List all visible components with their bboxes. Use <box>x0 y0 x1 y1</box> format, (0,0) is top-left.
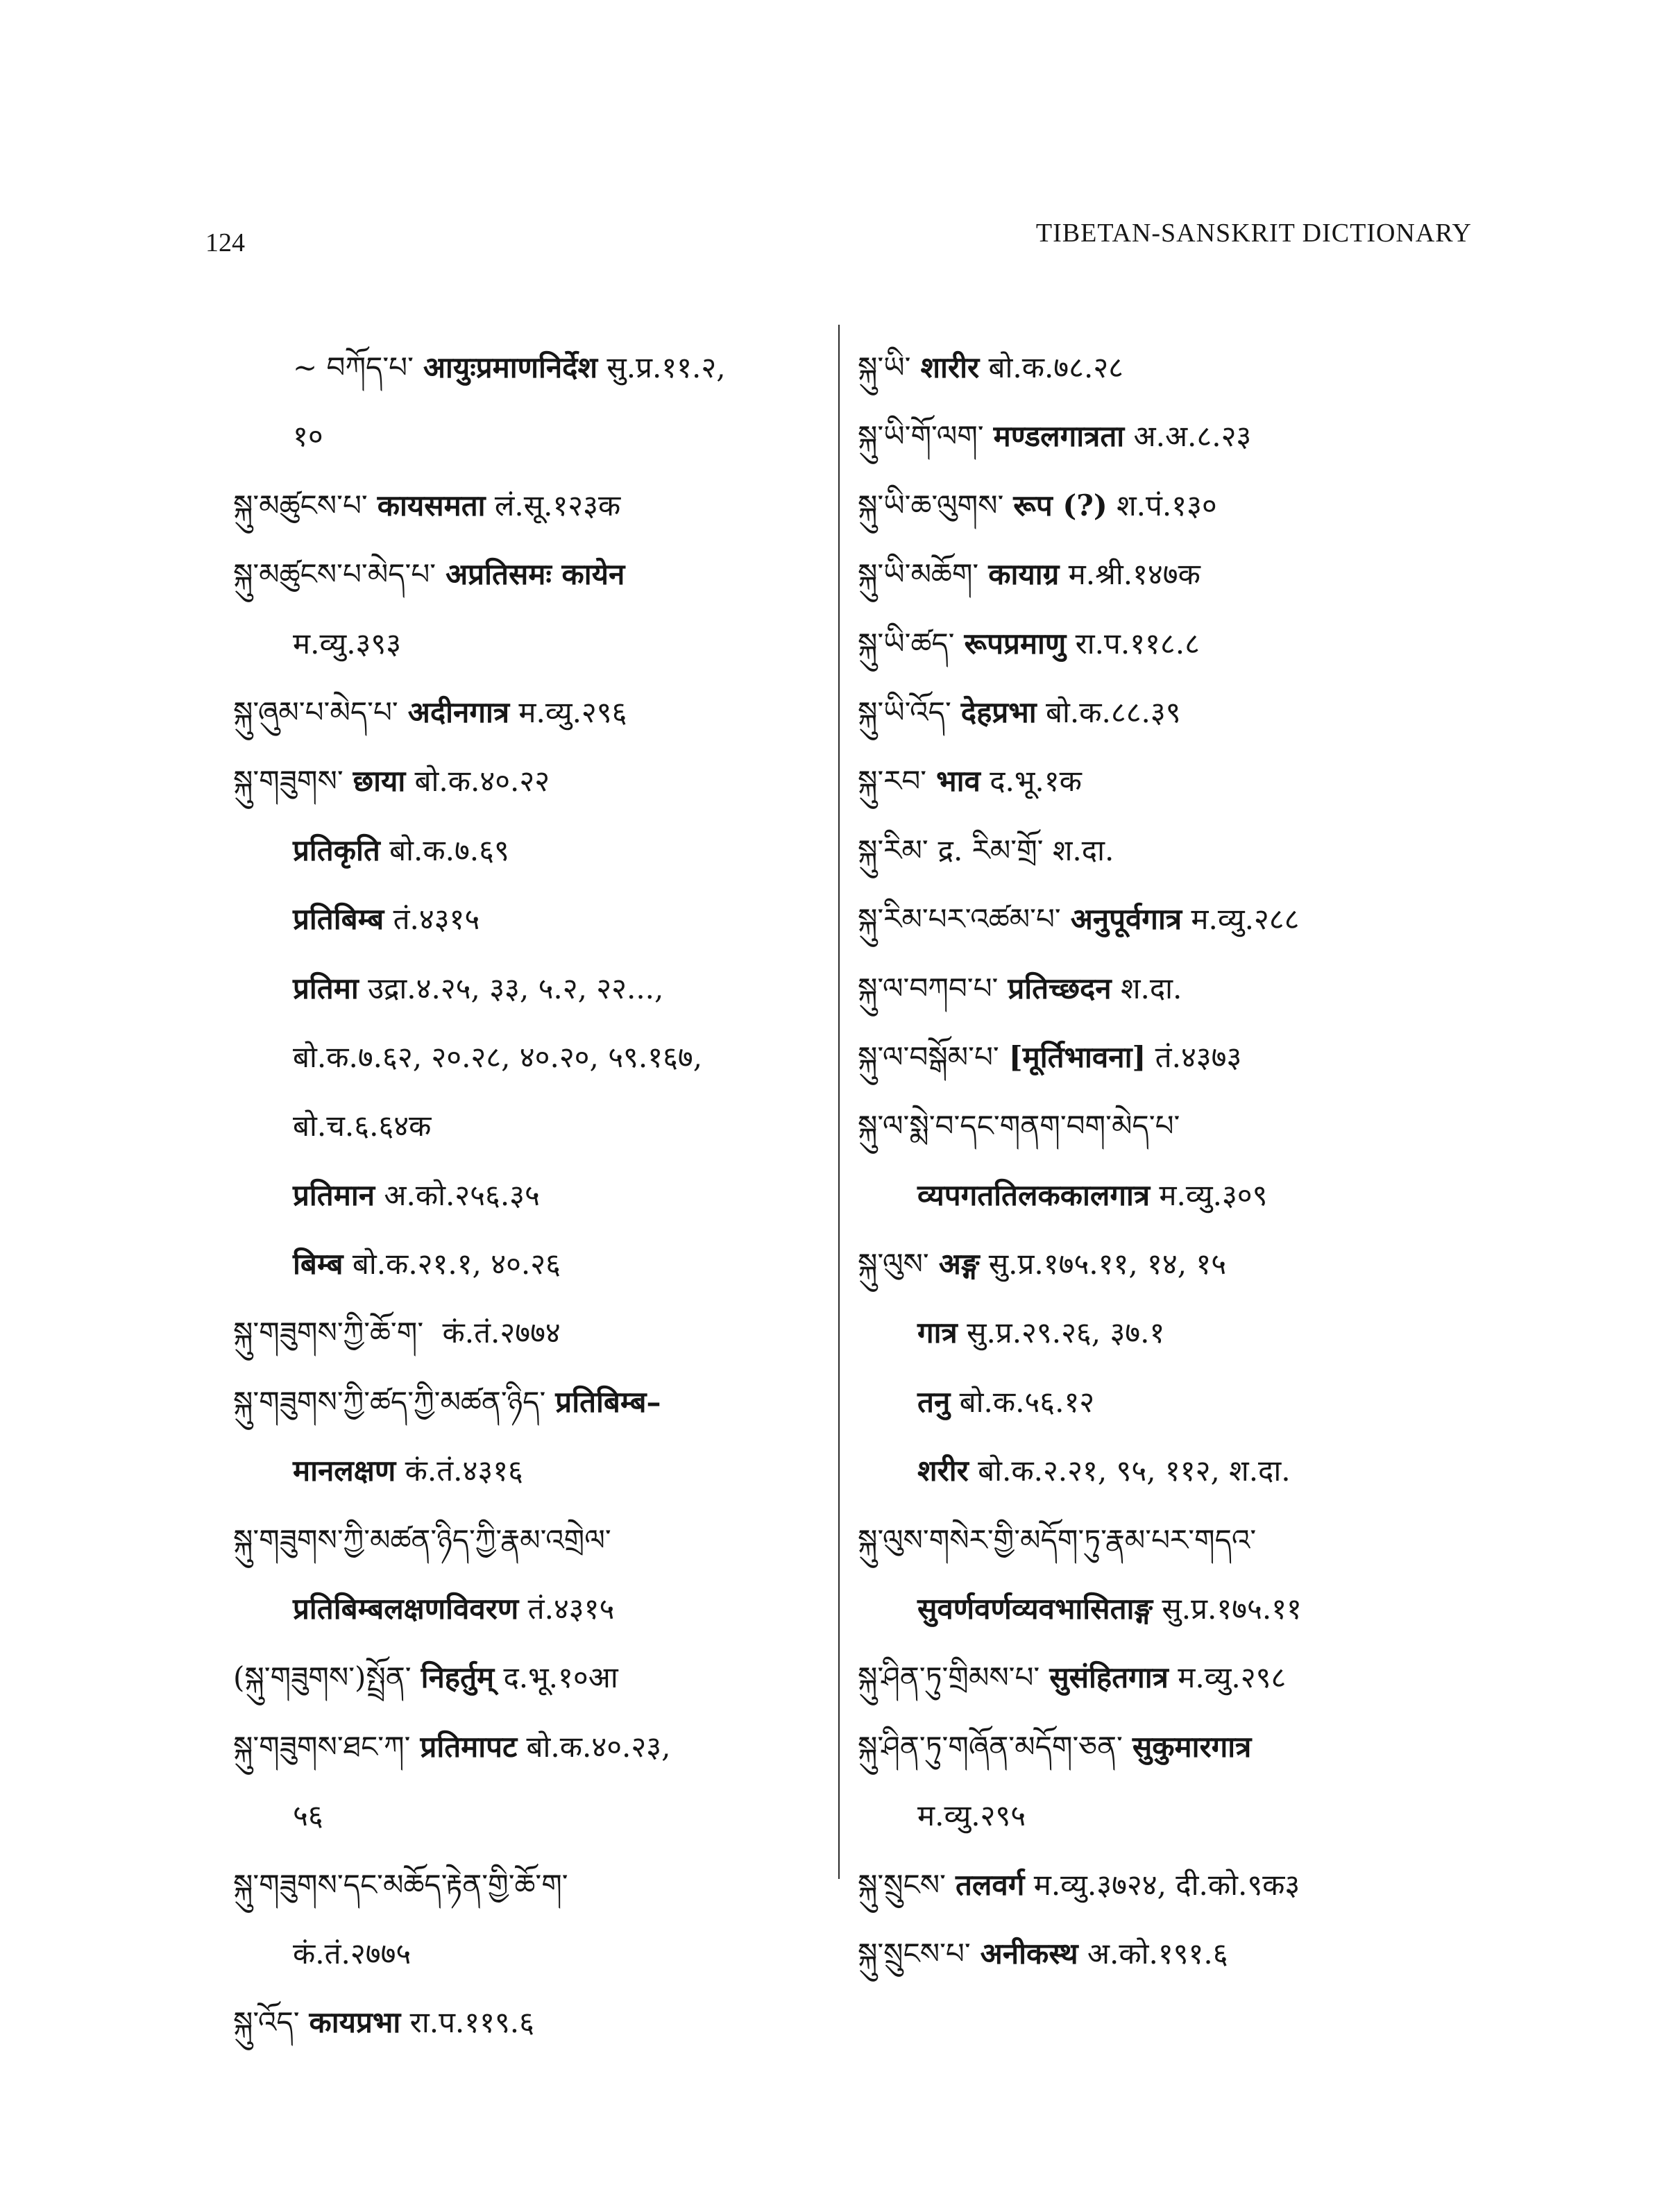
source-reference: द.भू.१क <box>980 764 1082 799</box>
sanskrit-equivalent: अप्रतिसमः कायेन <box>446 557 625 592</box>
tibetan-headword: སྐུ་ཡི་མཆོག་ <box>858 557 979 592</box>
tibetan-headword: སྐུ་ཡི་འོད་ <box>858 695 951 729</box>
source-reference: म.व्यु.३९३ <box>293 626 402 661</box>
right-column <box>858 333 1482 1988</box>
column-divider <box>838 325 840 1879</box>
sanskrit-equivalent: मण्डलगात्रता <box>993 419 1125 454</box>
dictionary-line <box>858 1161 1482 1230</box>
sanskrit-equivalent: अङ्ग <box>938 1247 980 1282</box>
dictionary-line <box>858 1230 1482 1298</box>
sanskrit-equivalent: भाव <box>936 764 981 799</box>
dictionary-line <box>858 1643 1482 1712</box>
sanskrit-equivalent: देहप्रभा <box>960 695 1037 729</box>
left-column <box>233 333 830 2057</box>
source-reference: कं.तं.२७७५ <box>293 1936 411 1971</box>
tibetan-headword: སྐུ་འོད་ <box>233 2005 300 2040</box>
dictionary-line <box>858 747 1482 815</box>
dictionary-line <box>233 609 830 678</box>
dictionary-line <box>858 1368 1482 1436</box>
dictionary-line <box>233 1919 830 1988</box>
source-reference: लं.सू.१२३क <box>485 488 621 522</box>
source-reference: म.व्यु.३७२४, दी.को.९क३ <box>1024 1867 1300 1902</box>
sanskrit-equivalent: रूपप्रमाणु <box>964 626 1067 661</box>
dictionary-line <box>233 816 830 885</box>
tibetan-headword: སྐུ་རིམ་ <box>858 833 928 867</box>
dictionary-line <box>233 1781 830 1850</box>
tibetan-headword: སྐུ་གཟུགས་ <box>233 764 343 799</box>
source-reference: बो.क.४०.२३, <box>517 1729 671 1764</box>
dictionary-line <box>858 885 1482 953</box>
tibetan-headword: སྐུ་ཤིན་ཏུ་གཞོན་མདོག་ཅན་ <box>858 1729 1123 1764</box>
dictionary-line <box>858 1919 1482 1988</box>
tibetan-headword: སྐུ་ལུས་གསེར་གྱི་མདོག་ཏུ་རྣམ་པར་གདའ་ <box>858 1522 1257 1557</box>
source-reference: श.दा. <box>1111 971 1182 1005</box>
source-reference: सु.प्र.१७५.११ <box>1152 1592 1302 1626</box>
source-reference: बो.क.५६.१२ <box>950 1384 1095 1419</box>
source-reference: तं.४३१५ <box>518 1592 615 1626</box>
tibetan-headword: ~ བཀོད་པ་ <box>293 350 414 384</box>
sanskrit-equivalent: छाया <box>353 764 406 799</box>
tibetan-headword: སྐུ་སྲུངས་ <box>858 1867 946 1902</box>
tibetan-headword: སྐུ་གཟུགས་ཀྱི་མཚན་ཉིད་ཀྱི་རྣམ་འགྲེལ་ <box>233 1522 611 1557</box>
source-reference: म.व्यु.३०९ <box>1150 1177 1268 1212</box>
dictionary-line <box>858 1436 1482 1505</box>
dictionary-line <box>233 678 830 747</box>
dictionary-line <box>233 333 830 402</box>
sanskrit-equivalent: निहर्तुम् <box>421 1660 495 1695</box>
dictionary-line <box>858 1781 1482 1850</box>
source-reference: १० <box>293 419 323 454</box>
sanskrit-equivalent: बिम्ब <box>293 1247 343 1282</box>
sanskrit-equivalent: तनु <box>917 1384 951 1419</box>
dictionary-line <box>858 540 1482 609</box>
dictionary-line <box>233 1574 830 1643</box>
sanskrit-equivalent: शारीर <box>920 350 980 384</box>
source-reference: तं.४३७३ <box>1146 1039 1242 1074</box>
tibetan-headword: སྐུ་གཟུགས་ཀྱི་ཚད་ཀྱི་མཚན་ཉིད་ <box>233 1384 546 1419</box>
dictionary-line <box>233 1988 830 2057</box>
dictionary-line <box>233 1506 830 1574</box>
sanskrit-equivalent: प्रतिबिम्बलक्षणविवरण <box>293 1592 519 1626</box>
source-reference: द.भू.१०आ <box>494 1660 618 1695</box>
tibetan-headword: སྐུ་མཚུངས་པ་མེད་པ་ <box>233 557 436 592</box>
dictionary-line <box>858 333 1482 402</box>
page-number: 124 <box>205 228 245 257</box>
sanskrit-equivalent: आयुःप्रमाणनिर्देश <box>423 350 597 384</box>
sanskrit-equivalent: प्रतिमान <box>293 1177 375 1212</box>
source-reference: श.पं.१३० <box>1107 488 1217 522</box>
dictionary-line <box>233 747 830 815</box>
dictionary-line <box>858 1506 1482 1574</box>
source-reference: रा.प.११९.६ <box>400 2005 534 2040</box>
dictionary-line <box>858 1712 1482 1781</box>
source-reference: सु.प्र.१७५.११, १४, १५ <box>979 1247 1227 1282</box>
dictionary-line <box>858 1574 1482 1643</box>
dictionary-line <box>233 954 830 1023</box>
sanskrit-equivalent: सुवर्णवर्णव्यवभासिताङ्ग <box>917 1592 1153 1626</box>
running-title: TIBETAN-SANSKRIT DICTIONARY <box>1035 219 1472 248</box>
dictionary-line <box>858 954 1482 1023</box>
dictionary-line <box>858 1091 1482 1160</box>
dictionary-line <box>233 1230 830 1298</box>
source-reference: कं.तं.२७७४ <box>433 1316 561 1350</box>
sanskrit-equivalent: [मूर्तिभावना] <box>1008 1039 1146 1074</box>
tibetan-headword: སྐུ་ལ་བསྒོམ་པ་ <box>858 1039 999 1074</box>
source-reference: ५६ <box>293 1798 323 1833</box>
dictionary-line <box>858 1023 1482 1091</box>
source-reference: बो.क.७.६९ <box>380 833 509 867</box>
tibetan-headword: སྐུ་མཚུངས་པ་ <box>233 488 368 522</box>
tibetan-headword: སྐུ་གཟུགས་ཀྱི་ཆོ་ག་ <box>233 1316 424 1350</box>
sanskrit-equivalent: व्यपगततिलककालगात्र <box>917 1177 1151 1212</box>
source-reference: बो.क.७८.२८ <box>979 350 1124 384</box>
sanskrit-equivalent: कायाग्र <box>988 557 1060 592</box>
dictionary-line <box>233 540 830 609</box>
sanskrit-equivalent: प्रतिबिम्ब <box>293 902 384 937</box>
dictionary-line <box>858 816 1482 885</box>
sanskrit-equivalent: मानलक्षण <box>293 1454 396 1488</box>
tibetan-headword: སྐུ་ཡི་ཆ་ལུགས་ <box>858 488 1004 522</box>
dictionary-line <box>233 471 830 540</box>
sanskrit-equivalent: अदीनगात्र <box>407 695 510 729</box>
sanskrit-equivalent: प्रतिमापट <box>420 1729 518 1764</box>
dictionary-line <box>233 1712 830 1781</box>
tibetan-headword: སྐུ་རིམ་པར་འཚམ་པ་ <box>858 902 1061 937</box>
dictionary-line <box>233 1851 830 1919</box>
source-reference: उद्रा.४.२५, ३३, ५.२, २२..., <box>358 971 664 1005</box>
dictionary-line <box>233 1643 830 1712</box>
tibetan-headword: སྐུ་ཡི་ <box>858 350 911 384</box>
source-reference: बो.क.२१.१, ४०.२६ <box>343 1247 561 1282</box>
dictionary-line <box>858 678 1482 747</box>
tibetan-headword: སྐུ་རབ་ <box>858 764 927 799</box>
source-reference: तं.४३१५ <box>384 902 480 937</box>
dictionary-line <box>233 1436 830 1505</box>
tibetan-headword: སྐུ་སྲུངས་པ་ <box>858 1936 971 1971</box>
tibetan-headword: སྐུ་ཡི་གོ་ལག་ <box>858 419 984 454</box>
dictionary-line <box>233 1091 830 1160</box>
tibetan-headword: སྐུ་གཟུགས་ཐང་ཀ་ <box>233 1729 411 1764</box>
tibetan-headword: སྐུ་ཤིན་ཏུ་གྲིམས་པ་ <box>858 1660 1040 1695</box>
sanskrit-equivalent: प्रतिच्छदन <box>1008 971 1112 1005</box>
tibetan-headword: སྐུ་ཞུམ་པ་མེད་པ་ <box>233 695 398 729</box>
sanskrit-equivalent: सुसंहितगात्र <box>1049 1660 1169 1695</box>
tibetan-headword: སྐུ་ལུས་ <box>858 1247 929 1282</box>
source-reference: बो.क.७.६२, २०.२८, ४०.२०, ५९.१६७, <box>293 1039 703 1074</box>
sanskrit-equivalent: सुकुमारगात्र <box>1132 1729 1252 1764</box>
sanskrit-equivalent: तलवर्ग <box>955 1867 1025 1902</box>
dictionary-line <box>858 1298 1482 1367</box>
sanskrit-equivalent: गात्र <box>917 1316 958 1350</box>
source-reference: म.व्यु.२९५ <box>917 1798 1026 1833</box>
tibetan-headword: སྐུ་ཡི་ཚད་ <box>858 626 955 661</box>
sanskrit-equivalent: प्रतिकृति <box>293 833 380 867</box>
dictionary-line <box>858 402 1482 470</box>
dictionary-line <box>233 1023 830 1091</box>
dictionary-line <box>233 885 830 953</box>
sanskrit-equivalent: अनुपूर्वगात्र <box>1070 902 1182 937</box>
dictionary-line <box>858 1851 1482 1919</box>
source-reference: म.श्री.१४७क <box>1059 557 1200 592</box>
source-reference: द्र. རིམ་གྲོ་ श.दा. <box>937 833 1114 867</box>
source-reference: बो.क.४०.२२ <box>405 764 550 799</box>
source-reference: सु.प्र.२९.२६, ३७.१ <box>957 1316 1165 1350</box>
sanskrit-equivalent: प्रतिमा <box>293 971 359 1005</box>
sanskrit-equivalent: कायसमता <box>377 488 486 522</box>
tibetan-headword: (སྐུ་གཟུགས་)སྤྲོན་ <box>233 1660 411 1695</box>
sanskrit-equivalent: प्रतिबिम्ब– <box>555 1384 661 1419</box>
dictionary-line <box>858 609 1482 678</box>
dictionary-line <box>233 1368 830 1436</box>
sanskrit-equivalent: शरीर <box>917 1454 969 1488</box>
source-reference: अ.को.२५६.३५ <box>375 1177 540 1212</box>
source-reference: म.व्यु.२९८ <box>1168 1660 1287 1695</box>
dictionary-line <box>233 402 830 470</box>
source-reference: म.व्यु.२९६ <box>509 695 627 729</box>
dictionary-line <box>858 471 1482 540</box>
dictionary-line <box>233 1161 830 1230</box>
tibetan-headword: སྐུ་ལ་བཀབ་པ་ <box>858 971 999 1005</box>
source-reference: अ.को.१९१.६ <box>1078 1936 1228 1971</box>
dictionary-line <box>233 1298 830 1367</box>
source-reference: बो.च.६.६४क <box>293 1109 432 1143</box>
sanskrit-equivalent: रूप (?) <box>1013 488 1108 522</box>
source-reference: म.व्यु.२८८ <box>1182 902 1300 937</box>
tibetan-headword: སྐུ་གཟུགས་དང་མཆོད་རྟེན་གྱི་ཆོ་ག་ <box>233 1867 568 1902</box>
source-reference: सु.प्र.११.२, <box>597 350 726 384</box>
tibetan-headword: སྐུ་ལ་སྨེ་བ་དང་གནག་བག་མེད་པ་ <box>858 1109 1180 1143</box>
source-reference: बो.क.८८.३९ <box>1036 695 1181 729</box>
sanskrit-equivalent: अनीकस्थ <box>980 1936 1078 1971</box>
source-reference: अ.अ.८.२३ <box>1124 419 1252 454</box>
source-reference: बो.क.२.२१, ९५, ११२, श.दा. <box>968 1454 1291 1488</box>
source-reference: रा.प.११८.८ <box>1066 626 1200 661</box>
source-reference: कं.तं.४३१६ <box>396 1454 523 1488</box>
sanskrit-equivalent: कायप्रभा <box>309 2005 401 2040</box>
